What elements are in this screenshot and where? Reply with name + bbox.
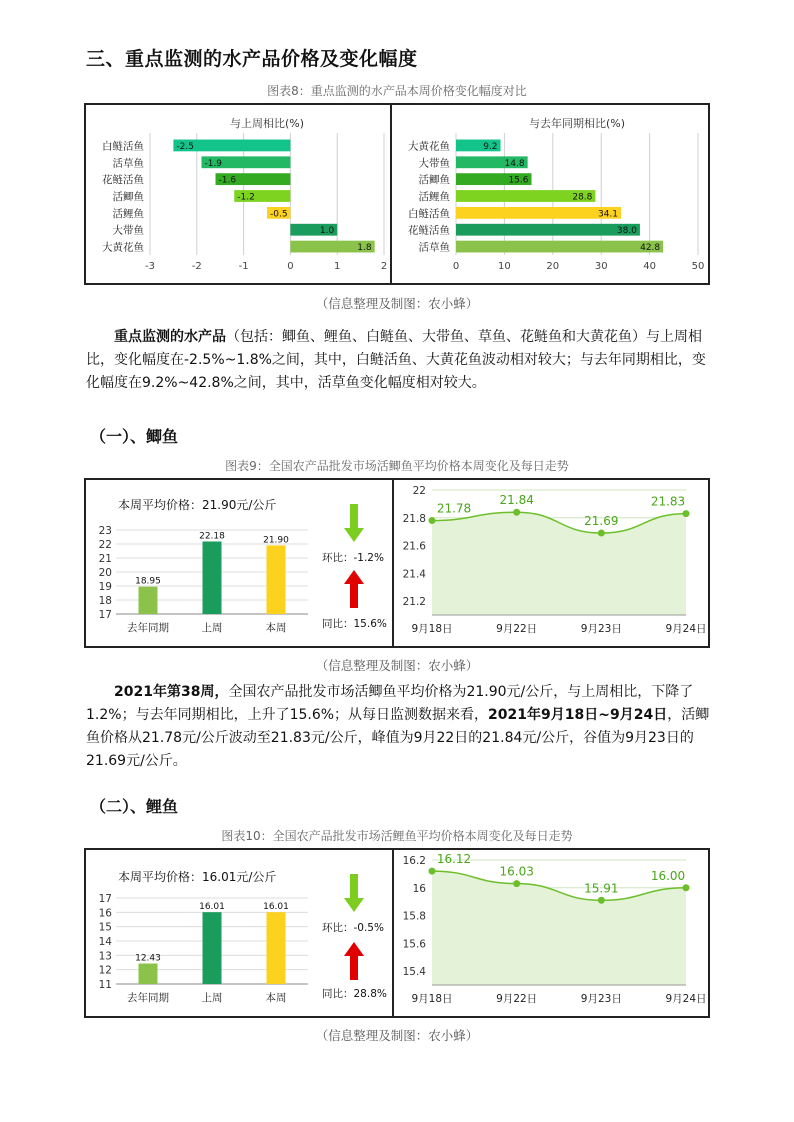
crucian-paragraph [86,681,712,773]
arrow-up-icon [344,942,364,982]
category-label: 活鲫鱼 [418,174,450,187]
category-label: 活鲤鱼 [418,191,450,203]
category-label: 活草鱼 [112,157,144,170]
carp-mom: 环比：-0.5% [322,922,384,934]
y-tick-label: 15.6 [402,938,426,951]
y-tick-label: 21.8 [402,512,426,525]
data-point [598,530,605,537]
summary-lead: 重点监测的水产品 [114,329,226,345]
carp-yoy: 同比：28.8% [322,988,387,1000]
x-tick-label: -3 [145,261,155,272]
data-label: 16.00 [650,868,686,883]
bar [456,207,621,219]
data-label: 15.91 [584,881,619,896]
subsection-title-crucian: （一）、鲫鱼 [90,427,179,446]
crucian-weekly-panel [84,478,394,648]
x-tick-label: 9月18日 [411,623,453,635]
data-label: 42.8 [640,243,661,254]
data-label: -1.9 [204,158,223,169]
data-point [513,880,520,887]
bar [139,587,158,614]
data-point [429,517,436,524]
subsection-title-carp: （二）、鲤鱼 [90,797,179,816]
data-label: 38.0 [616,226,637,237]
x-tick-label: 9月23日 [580,623,622,635]
x-tick-label: -1 [238,261,249,272]
data-label: 21.78 [436,501,472,516]
data-point [683,510,690,517]
crucian-mom: 环比：-1.2% [322,552,384,564]
crucian-yoy: 同比：15.6% [322,618,387,630]
category-label: 白鲢活鱼 [408,207,450,220]
summary-paragraph [86,326,712,395]
y-tick-label: 17 [98,893,112,905]
category-label: 大带鱼 [418,157,450,170]
category-label: 大带鱼 [112,224,144,237]
category-label: 活鲫鱼 [112,191,144,203]
x-tick-label: 2 [380,261,388,272]
category-label: 本周 [265,622,287,634]
crucian-text-1: 全国农产品批发市场活鲫鱼平均价格为21.90元/公斤，与上周相比，下降了1.2%；与去年同期相比，上升了15.6%；从每日监测数据来看， [86,684,694,723]
crucian-weekly-chart [86,480,326,646]
crucian-week-label: 2021年第38周， [114,684,229,700]
data-label: 16.03 [499,864,534,879]
data-label: -1.2 [237,192,255,203]
crucian-date-range: 2021年9月18日~9月24日 [488,707,668,723]
crucian-avg-price: 本周平均价格：21.90元/公斤 [118,498,277,512]
area-fill [432,512,686,615]
x-tick-label: 9月22日 [496,993,538,1005]
y-tick-label: 23 [98,525,112,537]
category-label: 去年同期 [127,992,169,1004]
x-tick-label: 9月22日 [496,623,538,635]
carp-daily-chart [394,850,708,1016]
data-label: 34.1 [597,209,619,220]
data-label: 1.0 [319,226,335,237]
x-tick-label: 0 [287,261,294,272]
category-label: 白鲢活鱼 [102,140,144,153]
figure-8-source: （信息整理及制图：农小蜂） [315,296,479,311]
crucian-daily-chart [394,480,708,646]
x-tick-label: 20 [546,261,560,272]
crucian-text-2: ，活鲫鱼价格从21.78元/公斤波动至21.83元/公斤，峰值为9月22日的21.84元/公斤，谷值为9月23日的21.69元/公斤。 [86,707,710,769]
data-label: 16.01 [199,902,225,913]
y-tick-label: 21.4 [402,568,426,581]
y-tick-label: 13 [98,950,112,963]
carp-weekly-panel [84,848,394,1018]
y-tick-label: 21.2 [402,596,426,609]
y-tick-label: 22 [98,539,112,551]
data-label: 18.95 [135,576,161,587]
data-label: -0.5 [270,209,288,220]
data-label: 9.2 [483,141,498,152]
bar [456,241,663,253]
chart-panel-vs-last-year [390,103,710,285]
category-label: 花鲢活鱼 [408,224,450,237]
data-label: 12.43 [135,953,161,964]
data-point [683,884,690,891]
y-tick-label: 16 [412,882,426,895]
data-label: 15.6 [508,175,529,186]
data-label: 14.8 [504,158,525,169]
figure-9-caption: 图表9：全国农产品批发市场活鲫鱼平均价格本周变化及每日走势 [225,459,569,473]
category-label: 活草鱼 [418,241,450,254]
y-tick-label: 20 [98,567,112,579]
data-label: 21.83 [650,494,686,509]
data-label: 1.8 [357,243,372,254]
carp-avg-price: 本周平均价格：16.01元/公斤 [118,870,277,884]
data-point [598,897,605,904]
x-tick-label: 50 [691,261,705,272]
crucian-daily-panel [392,478,710,648]
y-tick-label: 15.4 [402,966,426,979]
y-tick-label: 21 [98,553,112,565]
y-tick-label: 15.8 [402,910,426,923]
arrow-up-icon [344,570,364,610]
category-label: 大黄花鱼 [102,241,144,254]
data-label: 21.90 [263,535,289,546]
x-tick-label: 1 [334,261,341,272]
x-tick-label: 40 [643,261,656,272]
y-tick-label: 14 [98,936,112,948]
category-label: 上周 [201,992,223,1004]
data-label: -1.6 [218,175,237,186]
figure-8-caption: 图表8：重点监测的水产品本周价格变化幅度对比 [267,84,527,98]
carp-weekly-chart [86,850,326,1016]
figure-10-source: （信息整理及制图：农小蜂） [315,1028,479,1043]
y-tick-label: 16.2 [402,855,426,867]
bar [267,912,286,984]
bar [139,964,158,984]
bar [203,541,222,614]
bar [203,912,222,984]
y-tick-label: 15 [98,921,112,934]
x-tick-label: 9月24日 [665,623,707,635]
category-label: 活鲤鱼 [112,207,144,220]
chart-title: 与上周相比(%) [229,117,305,130]
figure-10-caption: 图表10：全国农产品批发市场活鲤鱼平均价格本周变化及每日走势 [221,829,573,843]
category-label: 花鲢活鱼 [102,174,144,187]
x-tick-label: 0 [452,261,460,272]
bar [267,545,286,614]
chart-vs-last-year [392,105,708,283]
chart-vs-last-week [86,105,390,283]
y-tick-label: 21.6 [402,540,426,553]
data-label: 16.01 [263,902,289,913]
chart-title: 与去年同期相比(%) [528,117,626,130]
data-label: 28.8 [572,192,593,203]
category-label: 上周 [201,622,223,634]
arrow-down-icon [344,504,364,544]
y-tick-label: 11 [98,979,112,991]
x-tick-label: 9月23日 [580,993,622,1005]
x-tick-label: 9月24日 [665,993,707,1005]
category-label: 大黄花鱼 [408,140,450,153]
data-label: 21.69 [584,514,619,529]
y-tick-label: 12 [98,964,112,977]
chart-panel-vs-last-week [84,103,392,285]
y-tick-label: 16 [98,907,112,920]
arrow-down-icon [344,874,364,914]
x-tick-label: 10 [498,261,511,272]
data-label: 16.12 [436,852,472,867]
data-label: 21.84 [499,493,534,508]
x-tick-label: 30 [594,261,608,272]
figure-9-source: （信息整理及制图：农小蜂） [315,658,479,673]
x-tick-label: 9月18日 [411,993,453,1005]
y-tick-label: 19 [98,581,112,593]
y-tick-label: 17 [98,609,112,621]
bar [456,224,640,236]
data-point [429,868,436,875]
section-title: 三、重点监测的水产品价格及变化幅度 [86,48,418,70]
data-point [513,509,520,516]
summary-text: （包括：鲫鱼、鲤鱼、白鲢鱼、大带鱼、草鱼、花鲢鱼和大黄花鱼）与上周相比，变化幅度在-2.5%~1.8%之间，其中，白鲢活鱼、大黄花鱼波动相对较大；与去年同期相比，变化幅度在9.2%~42.8%之间，其中，活草鱼变化幅度相对较大。 [86,329,706,391]
category-label: 本周 [265,992,287,1004]
data-label: -2.5 [176,141,194,152]
carp-daily-panel [392,848,710,1018]
category-label: 去年同期 [127,622,169,634]
data-label: 22.18 [199,531,225,542]
x-tick-label: -2 [191,261,202,272]
y-tick-label: 18 [98,595,112,607]
y-tick-label: 22 [412,485,426,497]
